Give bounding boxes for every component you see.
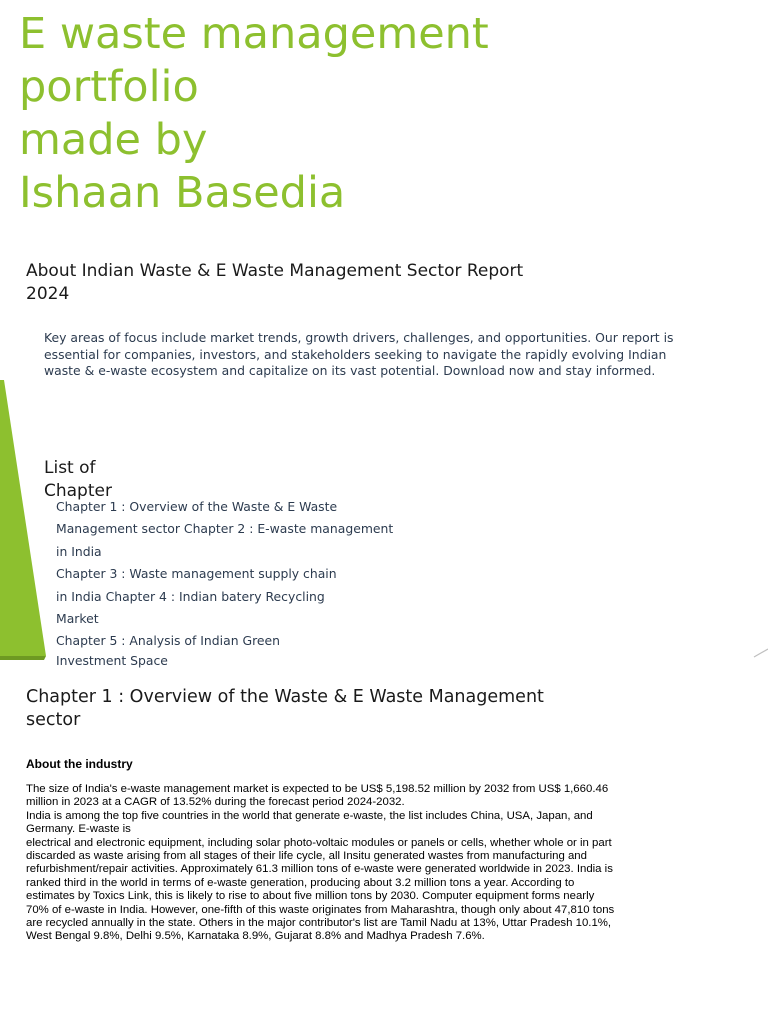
report-heading [26,260,606,306]
paragraph-line: estimates by Toxics Link, this is likely to rise to about five million tons by 2030. Computer equipment forms nearly [26,890,595,903]
chapter-list-line: Chapter 1 : Overview of the Waste & E Waste [56,499,338,514]
decorative-corner-mark [752,640,768,660]
heading-line: List of [44,458,96,478]
paragraph-line: ranked third in the world in terms of e-waste generation, producing about 3.2 million tons a year. According to [26,876,575,889]
paragraph-line: refurbishment/repair activities. Approximately 61.3 million tons of e-waste were generated worldwide in 2023. India is [26,863,613,876]
heading-line: Chapter 1 : Overview of the Waste & E Waste Management [26,687,544,707]
paragraph-line: The size of India's e-waste management market is expected to be US$ 5,198.52 million by 2032 from US$ 1,660.46 [26,783,609,795]
body-line: essential for companies, investors, and stakeholders seeking to navigate the rapidly evolving Indian [44,346,667,362]
paragraph-line: discarded as waste arising from all stages of their life cycle, all Insitu generated wastes from manufacturing and [26,850,587,863]
paragraph-line: 70% of e-waste in India. However, one-fifth of this waste originates from Maharashtra, though only about 47,810 tons [26,903,615,916]
chapter-list-line: Investment Space [56,652,168,668]
report-description [44,330,694,380]
heading-line: sector [26,710,81,730]
chapter-list-line: in India [56,543,102,559]
chapter-list-line: in India Chapter 4 : Indian batery Recycling [56,588,325,604]
title-line: portfolio [19,62,199,112]
paragraph-line: million in 2023 at a CAGR of 13.52% during the forecast period 2024-2032. [26,796,405,809]
paragraph-line: electrical and electronic equipment, including solar photo-voltaic modules or panels or cells, whether whole or in part [26,836,612,849]
paragraph-line: Germany. E-waste is [26,823,131,836]
title-line: E waste management [19,9,489,59]
chapter-list [56,496,416,669]
industry-paragraph [26,783,738,944]
title-line: made by [19,115,208,165]
paragraph-line: West Bengal 9.8%, Delhi 9.5%, Karnataka 8.9%, Gujarat 8.8% and Madhya Pradesh 7.6%. [26,930,485,943]
decorative-green-wedge [0,380,50,662]
chapter-list-line: Market [56,611,99,627]
paragraph-line: are recycled annually in the state. Others in the major contributor's list are Tamil Nadu at 13%, Uttar Pradesh 10.1%, [26,917,612,930]
title-line: Ishaan Basedia [19,168,346,218]
heading-line: Chapter [44,481,112,501]
body-line: waste & e-waste ecosystem and capitalize on its vast potential. Download now and stay informed. [44,363,656,379]
paragraph-line: India is among the top five countries in the world that generate e-waste, the list includes China, USA, Japan, and [26,809,593,822]
chapter-list-line: Chapter 5 : Analysis of Indian Green [56,633,281,649]
chapter-list-line: Chapter 3 : Waste management supply chain [56,566,337,582]
heading-line: About Indian Waste & E Waste Management Sector Report [26,261,524,281]
chapter-1-heading [26,686,626,732]
section-subheading: About the industry [26,757,133,771]
body-line: Key areas of focus include market trends, growth drivers, challenges, and opportunities. Our report is [44,330,674,345]
document-title [19,8,489,220]
heading-line: 2024 [26,284,70,304]
chapter-list-line: Management sector Chapter 2 : E-waste management [56,521,394,537]
